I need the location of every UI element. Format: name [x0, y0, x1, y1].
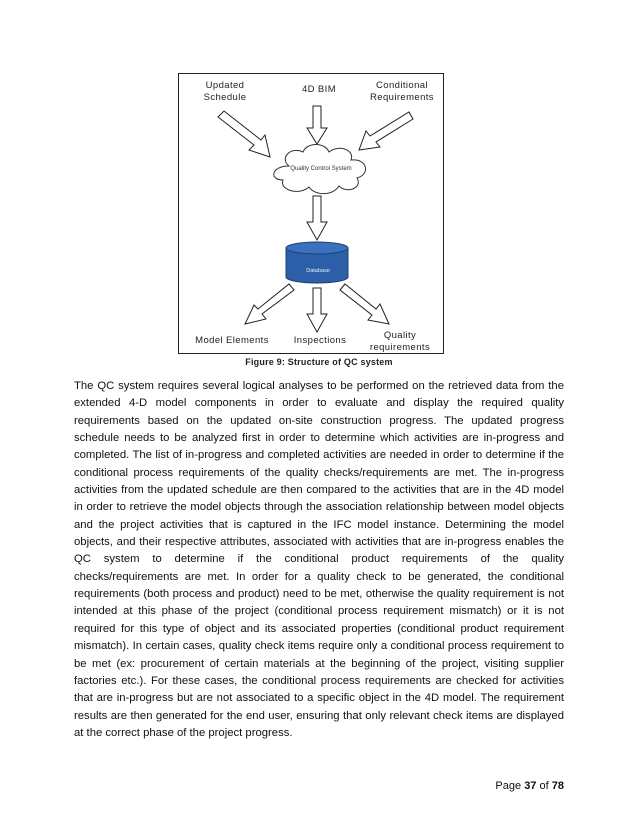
label-quality-requirements: Quality requirements [369, 330, 431, 353]
label-updated-schedule: Updated Schedule [203, 80, 247, 103]
page-footer [495, 780, 564, 792]
label-inspections: Inspections [293, 335, 347, 346]
label-quality-control-system: Quality Control System [290, 166, 352, 172]
body-paragraph: The QC system requires several logical analyses to be performed on the retrieved data from the extended 4-D model components in order to evaluate and display the required quality requirements based on the updated on-site construction progress. The updated progress schedule needs to be analyzed first in order to determine which activities are in-progress and completed. The list of in-progress and completed activities are needed in order to determine if the conditional process requirements of the quality checks/requirements are met. The in-progress activities from the updated schedule are then compared to the activities that are in the 4D model in order to retrieve the model objects through the association relationship between model objects and the project activities that is captured in the IFC model instance. Determining the model objects, and their respective attributes, associated with activities that are in-progress enables the QC system to determine if the conditional product requirements of the quality checks/requirements are met. In order for a quality check to be generated, the conditional requirements (both process and product) need to be met, otherwise the quality requirement is not intended at this phase of the project (conditional process requirement mismatch) or it is not required for this type of object and its associated properties (conditional product requirement mismatch). In certain cases, quality check items require only a conditional process requirement to be met (ex: procurement of certain materials at the beginning of the project, visiting supplier factories etc.). For these cases, the conditional process requirements are checked for activities that are in-progress but are not associated to a specific object in the 4D model. The requirement results are then generated for the end user, ensuring that only relevant check items are displayed at the correct phase of the project progress. [74, 380, 564, 739]
page-label: Page [495, 780, 522, 792]
page-number: 37 [524, 780, 537, 792]
label-database: Database [306, 268, 330, 274]
qc-system-figure [178, 73, 444, 354]
label-4d-bim: 4D BIM [301, 84, 337, 95]
label-model-elements: Model Elements [195, 335, 269, 346]
arrow-conditional-requirements [359, 112, 413, 150]
arrow-qc-to-database [307, 196, 327, 240]
figure-diagram [179, 74, 443, 353]
arrow-to-quality-requirements [340, 284, 389, 324]
arrow-to-model-elements [245, 284, 294, 324]
label-conditional-requirements: Conditional Requirements [370, 80, 434, 103]
total-pages: 78 [551, 780, 564, 792]
figure-caption: Figure 9: Structure of QC system [245, 357, 393, 367]
arrow-to-inspections [307, 288, 327, 332]
arrow-4d-bim [307, 106, 327, 144]
arrow-updated-schedule [218, 111, 270, 157]
of-label: of [539, 780, 549, 792]
